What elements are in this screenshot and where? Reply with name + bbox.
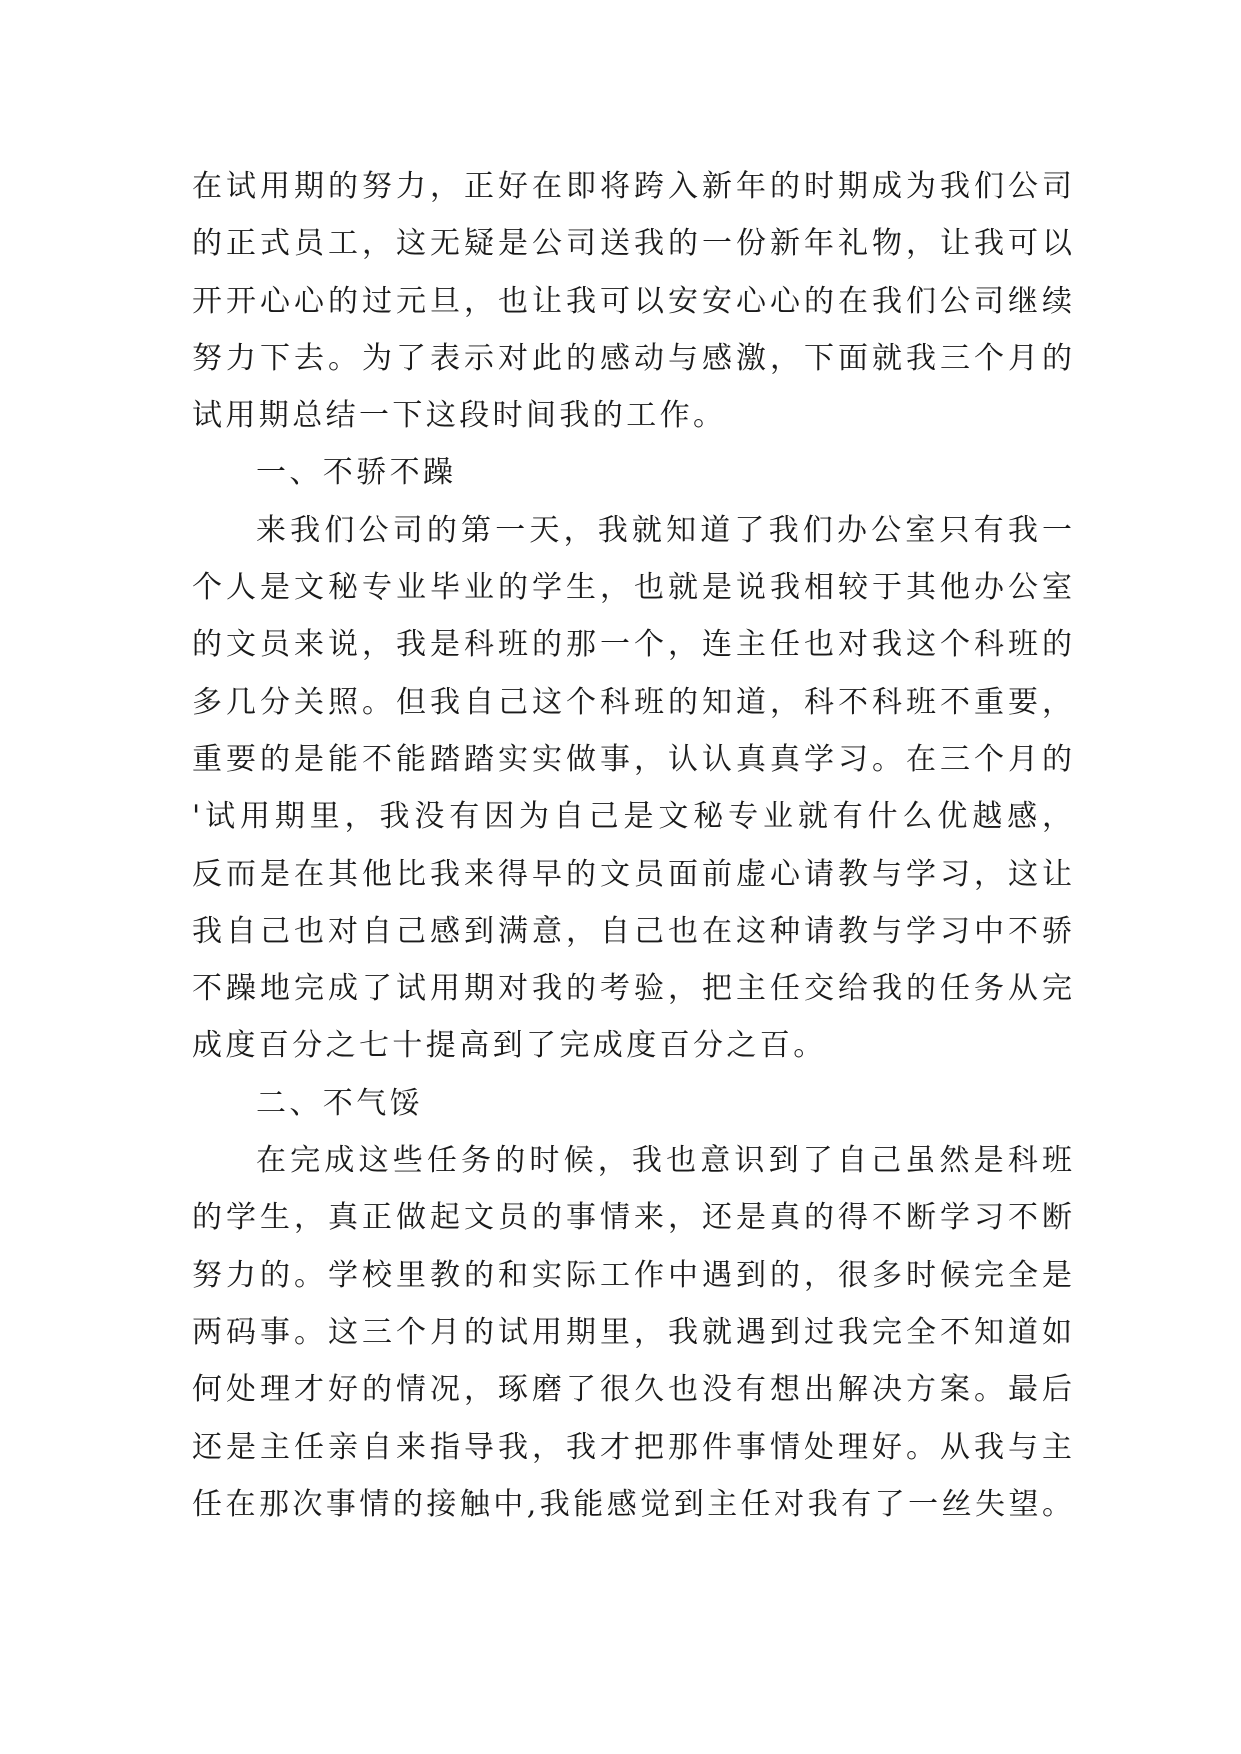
- paragraph-line: 开开心心的过元旦，也让我可以安安心心的在我们公司继续: [192, 283, 1072, 319]
- paragraph-line: 的正式员工，这无疑是公司送我的一份新年礼物，让我可以: [192, 226, 1072, 262]
- section-heading: 二、不气馁: [256, 1085, 423, 1121]
- paragraph-line: 还是主任亲自来指导我，我才把那件事情处理好。从我与主: [192, 1429, 1072, 1465]
- paragraph-line: 努力下去。为了表示对此的感动与感激，下面就我三个月的: [192, 340, 1072, 376]
- paragraph-line: '试用期里，我没有因为自己是文秘专业就有什么优越感，: [192, 799, 1072, 835]
- paragraph-line: 成度百分之七十提高到了完成度百分之百。: [192, 1028, 827, 1064]
- paragraph-line: 努力的。学校里教的和实际工作中遇到的，很多时候完全是: [192, 1257, 1072, 1293]
- paragraph-line: 两码事。这三个月的试用期里，我就遇到过我完全不知道如: [192, 1314, 1072, 1350]
- paragraph-line: 反而是在其他比我来得早的文员面前虚心请教与学习，这让: [192, 856, 1072, 892]
- paragraph-line: 不躁地完成了试用期对我的考验，把主任交给我的任务从完: [192, 971, 1072, 1007]
- paragraph-line: 重要的是能不能踏踏实实做事，认认真真学习。在三个月的: [192, 741, 1072, 777]
- paragraph-line: 何处理才好的情况，琢磨了很久也没有想出解决方案。最后: [192, 1372, 1072, 1408]
- paragraph-line: 的文员来说，我是科班的那一个，连主任也对我这个科班的: [192, 627, 1072, 663]
- paragraph-line: 任在那次事情的接触中,我能感觉到主任对我有了一丝失望。: [192, 1486, 1072, 1522]
- paragraph-line: 试用期总结一下这段时间我的工作。: [192, 398, 727, 434]
- paragraph-line: 个人是文秘专业毕业的学生，也就是说我相较于其他办公室: [192, 570, 1072, 606]
- body-text: [192, 158, 1072, 1533]
- paragraph-line: 在试用期的努力，正好在即将跨入新年的时期成为我们公司: [192, 169, 1072, 204]
- section-heading: 一、不骄不躁: [256, 455, 457, 491]
- paragraph-line: 在完成这些任务的时候，我也意识到了自己虽然是科班: [256, 1143, 1072, 1179]
- paragraph-line: 我自己也对自己感到满意，自己也在这种请教与学习中不骄: [192, 913, 1072, 949]
- paragraph-line: 多几分关照。但我自己这个科班的知道，科不科班不重要，: [192, 684, 1072, 720]
- paragraph-line: 的学生，真正做起文员的事情来，还是真的得不断学习不断: [192, 1200, 1072, 1236]
- paragraph-line: 来我们公司的第一天，我就知道了我们办公室只有我一: [256, 512, 1072, 548]
